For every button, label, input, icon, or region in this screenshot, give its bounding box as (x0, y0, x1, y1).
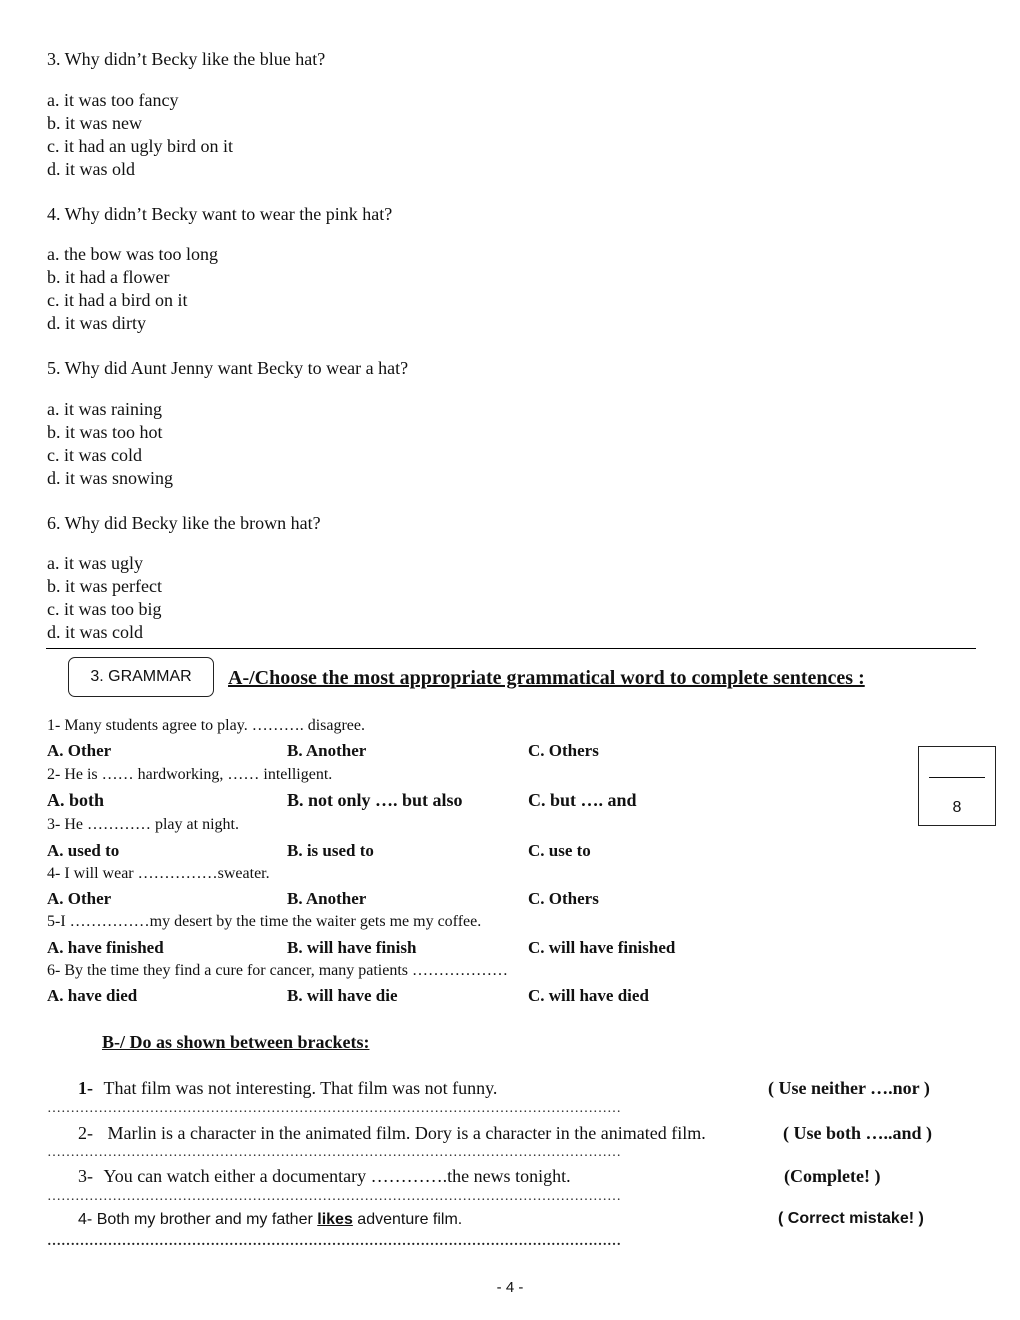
part-b-item-1-text: That film was not interesting. That film was not funny. (103, 1078, 498, 1098)
part-b-item-4-answer-line[interactable]: …………………………………………………………………………………………………………… (47, 1234, 621, 1249)
question-5-option-b: b. it was too hot (47, 422, 163, 442)
grammar-part-b-title: B-/ Do as shown between brackets: (102, 1032, 370, 1052)
part-b-item-2-answer-line[interactable]: …………………………………………………………………………………………………………… (47, 1145, 621, 1160)
part-b-item-1-number: 1- (78, 1078, 93, 1098)
question-4-option-d: d. it was dirty (47, 313, 146, 333)
page-number: - 4 - (496, 1279, 524, 1296)
question-5: 5. Why did Aunt Jenny want Becky to wear a hat? (47, 358, 409, 378)
question-6-option-a: a. it was ugly (47, 553, 143, 573)
grammar-item-6-option-c: C. will have died (528, 986, 649, 1005)
grammar-item-1-option-c: C. Others (528, 741, 599, 760)
grammar-item-1: 1- Many students agree to play. ………. disagree. (47, 717, 365, 734)
grammar-item-4: 4- I will wear ……………sweater. (47, 865, 270, 882)
question-6-option-c: c. it was too big (47, 599, 162, 619)
question-6-option-d: d. it was cold (47, 622, 143, 642)
grammar-item-5-option-a: A. have finished (47, 938, 164, 957)
question-4-option-c: c. it had a bird on it (47, 290, 188, 310)
section-divider (46, 648, 976, 649)
grammar-item-3-option-c: C. use to (528, 841, 591, 860)
grammar-item-4-option-b: B. Another (287, 889, 367, 908)
part-b-item-3-number: 3- (78, 1166, 93, 1186)
part-b-item-2-number: 2- (78, 1123, 93, 1143)
part-b-item-3-answer-line[interactable]: …………………………………………………………………………………………………………… (47, 1189, 621, 1204)
grammar-item-4-option-c: C. Others (528, 889, 599, 908)
grammar-item-1-option-b: B. Another (287, 741, 367, 760)
question-3-option-a: a. it was too fancy (47, 90, 179, 110)
grammar-item-5: 5-I ……………my desert by the time the waiter gets me my coffee. (47, 913, 482, 930)
part-b-item-2-text: Marlin is a character in the animated film. Dory is a character in the animated film. (107, 1123, 706, 1143)
score-box (918, 746, 996, 826)
question-5-option-a: a. it was raining (47, 399, 162, 419)
grammar-item-6-option-a: A. have died (47, 986, 138, 1005)
part-b-item-1-hint: ( Use neither ….nor ) (768, 1078, 930, 1098)
part-b-item-3 (78, 1166, 571, 1187)
grammar-part-a-title: A-/Choose the most appropriate grammatical word to complete sentences : (228, 667, 865, 689)
grammar-item-2-option-c: C. but …. and (528, 790, 637, 810)
question-4: 4. Why didn’t Becky want to wear the pink hat? (47, 204, 393, 224)
grammar-item-3: 3- He ………… play at night. (47, 816, 239, 833)
grammar-item-6: 6- By the time they find a cure for cancer, many patients ……………… (47, 962, 508, 979)
part-b-item-4-number: 4- (78, 1211, 93, 1228)
score-blank-line[interactable] (929, 777, 985, 778)
grammar-item-3-option-a: A. used to (47, 841, 120, 860)
grammar-item-1-option-a: A. Other (47, 741, 112, 760)
grammar-item-2-option-a: A. both (47, 790, 105, 810)
grammar-item-2-option-b: B. not only …. but also (287, 790, 463, 810)
question-4-option-a: a. the bow was too long (47, 244, 218, 264)
score-total: 8 (952, 799, 962, 816)
part-b-item-4-underlined-word: likes (317, 1211, 353, 1228)
grammar-item-2: 2- He is …… hardworking, …… intelligent. (47, 766, 333, 783)
question-5-option-d: d. it was snowing (47, 468, 173, 488)
question-5-option-c: c. it was cold (47, 445, 142, 465)
part-b-item-2-hint: ( Use both …..and ) (783, 1123, 933, 1143)
question-3-option-c: c. it had an ugly bird on it (47, 136, 233, 156)
question-6: 6. Why did Becky like the brown hat? (47, 513, 321, 533)
grammar-item-5-option-c: C. will have finished (528, 938, 676, 957)
part-b-item-4 (78, 1211, 462, 1229)
part-b-item-1-answer-line[interactable]: …………………………………………………………………………………………………………… (47, 1101, 621, 1116)
question-3-option-d: d. it was old (47, 159, 135, 179)
grammar-item-6-option-b: B. will have die (287, 986, 398, 1005)
part-b-item-3-text: You can watch either a documentary ………….the news tonight. (103, 1166, 571, 1186)
question-3: 3. Why didn’t Becky like the blue hat? (47, 49, 326, 69)
grammar-section-label: 3. GRAMMAR (68, 657, 214, 697)
part-b-item-4-text-before: Both my brother and my father (96, 1211, 313, 1228)
grammar-item-3-option-b: B. is used to (287, 841, 374, 860)
part-b-item-1 (78, 1078, 497, 1099)
part-b-item-3-hint: (Complete! ) (784, 1166, 881, 1186)
question-3-option-b: b. it was new (47, 113, 142, 133)
grammar-item-5-option-b: B. will have finish (287, 938, 417, 957)
question-6-option-b: b. it was perfect (47, 576, 162, 596)
part-b-item-4-text-after: adventure film. (357, 1211, 463, 1228)
question-4-option-b: b. it had a flower (47, 267, 170, 287)
part-b-item-2 (78, 1123, 706, 1144)
grammar-item-4-option-a: A. Other (47, 889, 112, 908)
part-b-item-4-hint: ( Correct mistake! ) (778, 1210, 924, 1227)
